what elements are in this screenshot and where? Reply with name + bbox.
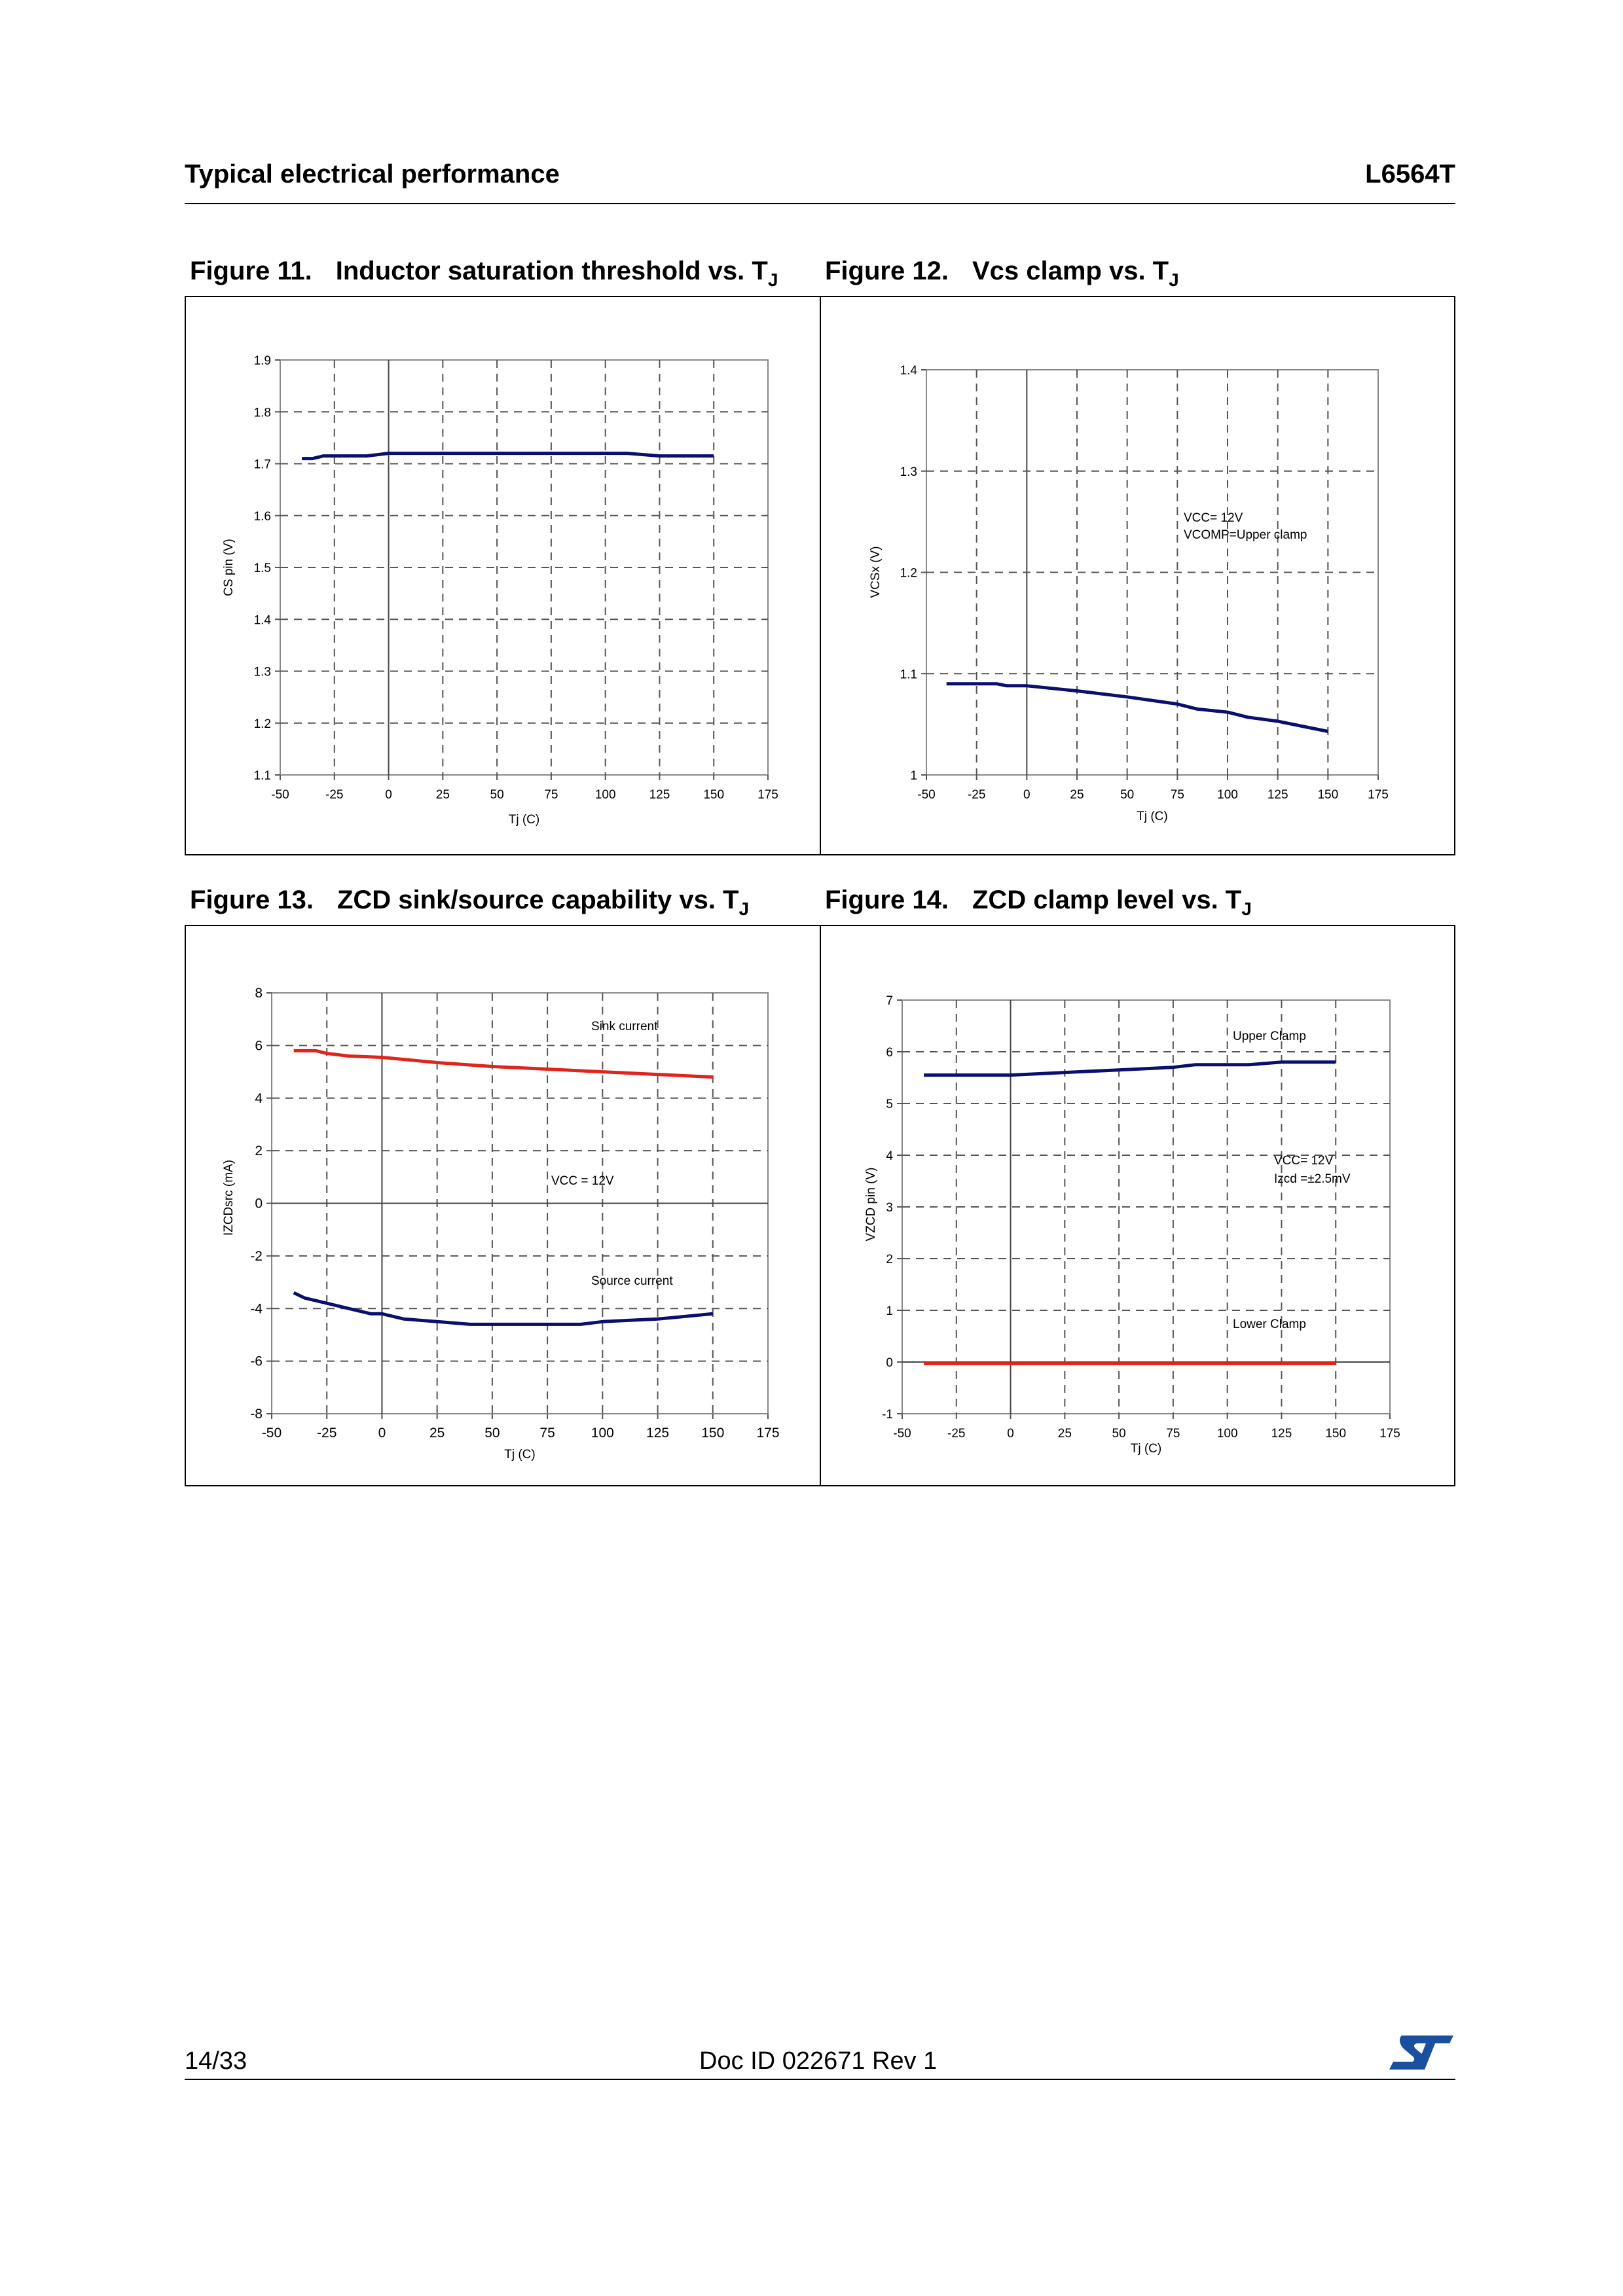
figure-subscript: J [739, 899, 750, 919]
figure-number: Figure 11. [190, 257, 312, 285]
y-tick-label: 5 [886, 1098, 893, 1111]
y-tick-label: 1.6 [253, 509, 271, 524]
y-axis-label: VCSx (V) [869, 546, 883, 598]
y-tick-label: 1.2 [900, 566, 917, 581]
y-tick-label: 1 [910, 769, 917, 783]
x-tick-label: 100 [594, 788, 616, 802]
chart-annotation: Upper Clamp [1233, 1030, 1306, 1043]
chart-annotation: VCOMP=Upper clamp [1184, 528, 1307, 542]
x-tick-label: 100 [1216, 1427, 1238, 1441]
y-tick-label: 1.4 [253, 613, 271, 628]
x-tick-label: 0 [1007, 1427, 1014, 1441]
figure-number: Figure 14. [825, 886, 949, 914]
chart-annotation: Lower Clamp [1233, 1318, 1306, 1331]
y-tick-label: 3 [886, 1201, 893, 1215]
x-tick-label: 175 [757, 788, 778, 802]
chart-annotation: VCC= 12V [1184, 511, 1243, 525]
x-tick-label: 150 [1325, 1427, 1347, 1441]
y-tick-label: 1.9 [253, 354, 271, 368]
x-tick-label: 50 [484, 1426, 500, 1441]
x-tick-label: 25 [1070, 788, 1084, 802]
figure-number: Figure 12. [825, 257, 949, 285]
y-tick-label: 1.2 [253, 717, 271, 731]
x-tick-label: 25 [1057, 1427, 1072, 1441]
x-tick-label: 100 [591, 1426, 614, 1441]
chart-annotation: VCC = 12V [551, 1174, 614, 1188]
x-tick-label: -25 [947, 1427, 966, 1441]
x-tick-label: 150 [701, 1426, 725, 1441]
footer-rule [185, 2079, 1455, 2080]
x-tick-label: 50 [1112, 1427, 1126, 1441]
x-tick-label: 175 [1379, 1427, 1400, 1441]
x-tick-label: -25 [317, 1426, 337, 1441]
x-tick-label: -50 [261, 1426, 282, 1441]
y-axis-label: CS pin (V) [222, 539, 236, 596]
y-tick-label: 4 [886, 1149, 893, 1163]
figure-subscript: J [1169, 270, 1179, 290]
y-tick-label: -4 [250, 1301, 263, 1317]
figure-subscript: J [767, 270, 778, 290]
series-line-sink-current [294, 1050, 713, 1077]
labels [222, 354, 1400, 1462]
x-tick-label: -50 [271, 788, 289, 802]
y-tick-label: 6 [886, 1046, 893, 1060]
x-tick-label: 25 [429, 1426, 445, 1441]
figure-title: Vcs clamp vs. T [972, 257, 1169, 285]
y-tick-label: 8 [255, 986, 263, 1001]
y-tick-label: 2 [886, 1253, 893, 1266]
y-tick-label: 7 [886, 994, 893, 1008]
x-tick-label: -25 [325, 788, 344, 802]
x-tick-label: 125 [1271, 1427, 1292, 1441]
x-tick-label: 125 [1267, 788, 1288, 802]
x-tick-label: 0 [378, 1426, 386, 1441]
chart-annotation: VCC= 12V [1274, 1154, 1334, 1168]
series [294, 454, 1339, 1364]
chart-12-plot [921, 370, 1378, 780]
y-tick-label: 1.3 [900, 465, 917, 479]
chart-11-plot [275, 360, 768, 780]
x-tick-label: 125 [646, 1426, 670, 1441]
y-tick-label: 0 [255, 1196, 263, 1211]
x-tick-label: 25 [435, 788, 450, 802]
figure-number: Figure 13. [190, 886, 314, 914]
x-tick-label: -50 [917, 788, 936, 802]
y-tick-label: 1.1 [253, 769, 271, 783]
y-tick-label: 1.4 [900, 364, 917, 378]
x-tick-label: 150 [703, 788, 725, 802]
y-tick-label: -1 [882, 1408, 893, 1422]
series-line-data [947, 684, 1328, 732]
doc-id: Doc ID 022671 Rev 1 [699, 2047, 938, 2075]
x-axis-label: Tj (C) [504, 1448, 536, 1462]
figure-title: ZCD sink/source capability vs. T [337, 886, 739, 914]
x-tick-label: 75 [544, 788, 558, 802]
x-axis-label: Tj (C) [1137, 810, 1168, 823]
page-number: 14/33 [185, 2047, 247, 2075]
series-line-data [302, 454, 714, 459]
part-number: L6564T [1365, 160, 1455, 188]
y-tick-label: 1.1 [900, 668, 917, 682]
x-tick-label: -25 [967, 788, 986, 802]
x-tick-label: 150 [1317, 788, 1339, 802]
x-axis-label: Tj (C) [1130, 1442, 1162, 1456]
x-tick-label: 75 [1170, 788, 1184, 802]
x-tick-label: 0 [385, 788, 392, 802]
chart-annotation: Sink current [591, 1020, 658, 1033]
y-tick-label: 4 [255, 1090, 263, 1106]
y-axis-label: VZCD pin (V) [864, 1167, 878, 1242]
x-tick-label: 125 [649, 788, 670, 802]
x-tick-label: 175 [756, 1426, 780, 1441]
chart-annotation: Izcd =±2.5mV [1274, 1172, 1351, 1186]
y-tick-label: -8 [250, 1407, 263, 1422]
y-tick-label: 2 [255, 1143, 263, 1159]
x-axis-label: Tj (C) [508, 813, 540, 827]
y-tick-label: -2 [250, 1248, 263, 1264]
y-tick-label: 1.8 [253, 406, 271, 420]
y-tick-label: 6 [255, 1038, 263, 1054]
chart-annotation: Source current [591, 1274, 673, 1288]
x-tick-label: 100 [1217, 788, 1238, 802]
figure-title: ZCD clamp level vs. T [972, 886, 1242, 914]
section-title: Typical electrical performance [185, 160, 560, 188]
x-tick-label: 50 [1120, 788, 1135, 802]
y-tick-label: 0 [886, 1356, 893, 1370]
x-tick-label: -50 [893, 1427, 911, 1441]
y-tick-label: 1.5 [253, 562, 271, 575]
x-tick-label: 75 [539, 1426, 555, 1441]
x-tick-label: 175 [1368, 788, 1389, 802]
y-tick-label: -6 [250, 1354, 263, 1369]
y-axis-label: IZCDsrc (mA) [222, 1159, 236, 1236]
figure-title: Inductor saturation threshold vs. T [335, 257, 768, 285]
figure-subscript: J [1241, 899, 1252, 919]
y-tick-label: 1.7 [253, 457, 271, 472]
x-tick-label: 50 [490, 788, 504, 802]
x-tick-label: 0 [1023, 788, 1030, 802]
y-tick-label: 1.3 [253, 665, 271, 679]
y-tick-label: 1 [886, 1304, 893, 1318]
series-line-upper-clamp [924, 1062, 1336, 1075]
x-tick-label: 75 [1166, 1427, 1180, 1441]
st-logo-icon [1388, 2033, 1455, 2072]
